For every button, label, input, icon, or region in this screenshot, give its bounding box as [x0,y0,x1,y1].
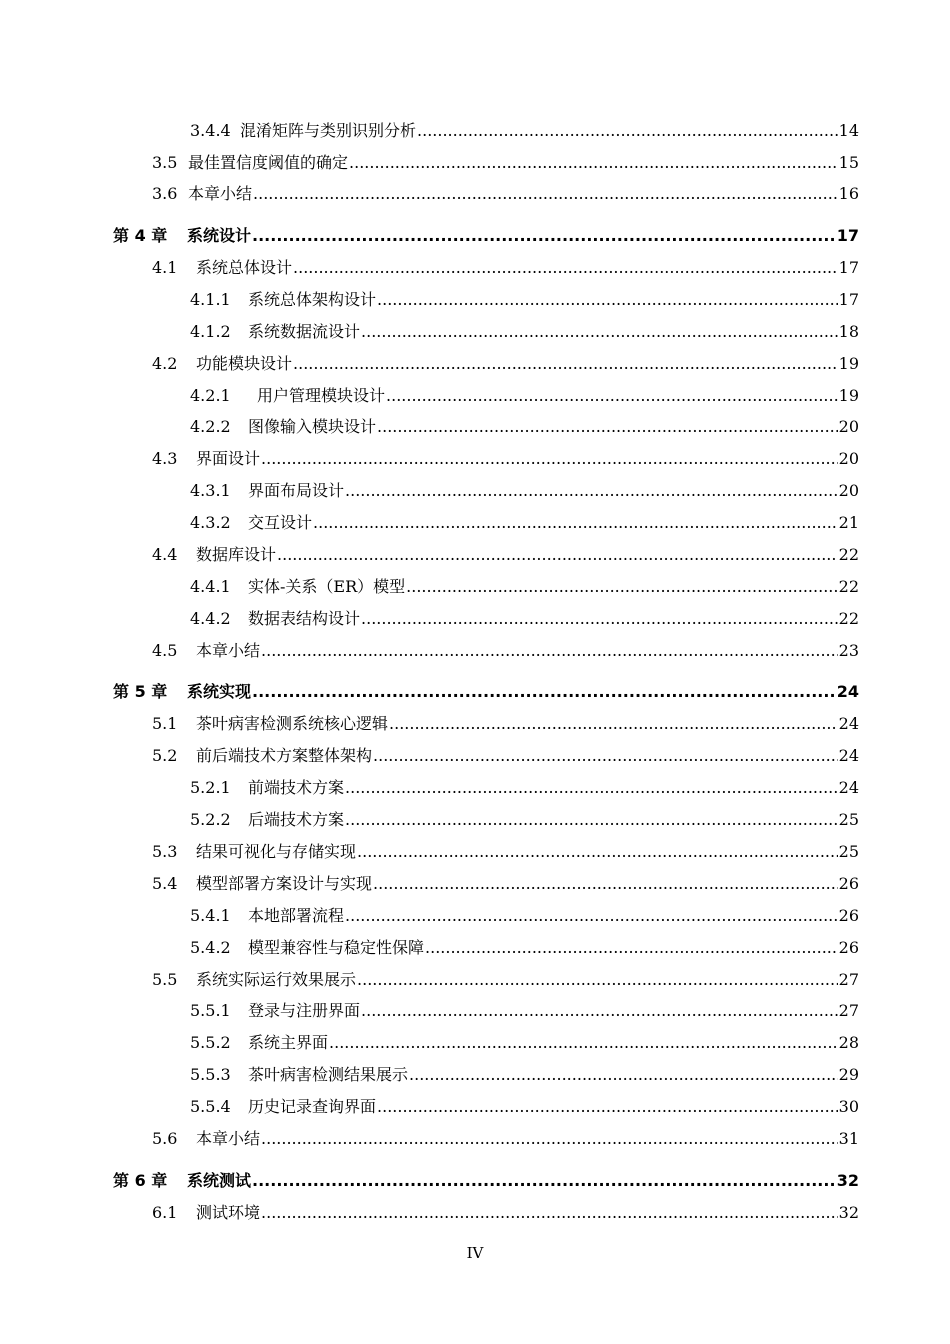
toc-number: 5.3 [152,842,178,861]
toc-title: 功能模块设计 [196,354,293,373]
toc-page-number: 31 [838,1129,859,1148]
toc-entry[interactable] [152,350,859,378]
dot-leader [349,149,838,177]
toc-page-number: 28 [838,1033,859,1052]
dot-leader [261,637,838,665]
toc-entry[interactable] [190,1093,859,1121]
toc-number: 5.5.2 [190,1033,231,1052]
toc-number: 4.1.1 [190,290,231,309]
dot-leader [357,966,838,994]
toc-page-number: 32 [836,1171,859,1190]
dot-leader [361,997,838,1025]
toc-page-number: 25 [838,842,859,861]
toc-title: 本章小结 [196,1129,261,1148]
dot-leader [252,678,836,706]
toc-number: 4.2.1 [190,386,231,405]
dot-leader [361,605,838,633]
toc-title: 后端技术方案 [248,810,345,829]
toc-title: 交互设计 [248,513,313,532]
toc-entry[interactable] [152,966,859,994]
toc-number: 5.4.1 [190,906,231,925]
toc-title: 前后端技术方案整体架构 [196,746,373,765]
dot-leader [409,1061,838,1089]
toc-number: 4.3 [152,449,178,468]
dot-leader [406,573,838,601]
dot-leader [261,1199,838,1227]
toc-entry[interactable] [190,774,859,802]
toc-title: 系统实现 [187,682,252,701]
toc-title: 本地部署流程 [248,906,345,925]
toc-number: 3.6 [152,184,178,203]
toc-chapter-entry[interactable] [113,678,859,706]
toc-entry[interactable] [190,605,859,633]
toc-number: 4.2 [152,354,178,373]
toc-title: 结果可视化与存储实现 [196,842,357,861]
toc-entry[interactable] [152,1125,859,1153]
toc-number: 5.2.1 [190,778,231,797]
dot-leader [389,710,838,738]
dot-leader [345,902,838,930]
toc-page-number: 22 [838,577,859,596]
dot-leader [386,382,838,410]
dot-leader [373,742,838,770]
dot-leader [377,286,838,314]
toc-page-number: 14 [838,121,859,140]
toc-page-number: 20 [838,417,859,436]
toc-chapter-entry[interactable] [113,1167,859,1195]
toc-title: 历史记录查询界面 [248,1097,377,1116]
toc-title: 实体-关系（ER）模型 [248,577,406,596]
toc-number: 5.5.4 [190,1097,231,1116]
toc-page-number: 20 [838,449,859,468]
toc-title: 系统总体架构设计 [248,290,377,309]
toc-page-number: 29 [838,1065,859,1084]
toc-title: 系统主界面 [248,1033,329,1052]
toc-entry[interactable] [190,806,859,834]
toc-page-number: 26 [838,906,859,925]
toc-title: 登录与注册界面 [248,1001,361,1020]
toc-entry[interactable] [152,742,859,770]
toc-number: 4.1 [152,258,178,277]
toc-chapter-entry[interactable] [113,222,859,250]
toc-title: 界面设计 [196,449,261,468]
toc-page-number: 19 [838,386,859,405]
dot-leader [345,774,838,802]
toc-page-number: 16 [838,184,859,203]
dot-leader [345,806,838,834]
toc-number: 4.4.1 [190,577,231,596]
toc-title: 数据库设计 [196,545,277,564]
toc-page-number: 24 [838,746,859,765]
toc-number: 5.1 [152,714,178,733]
toc-page-number: 17 [836,226,859,245]
dot-leader [253,180,838,208]
toc-title: 模型兼容性与稳定性保障 [248,938,425,957]
toc-chapter-number: 第 4 章 [113,226,168,245]
toc-title: 前端技术方案 [248,778,345,797]
dot-leader [373,870,838,898]
toc-number: 4.4 [152,545,178,564]
toc-title: 用户管理模块设计 [257,386,386,405]
toc-number: 4.4.2 [190,609,231,628]
dot-leader [417,117,838,145]
toc-title: 系统测试 [187,1171,252,1190]
dot-leader [329,1029,838,1057]
toc-title: 最佳置信度阈值的确定 [188,153,349,172]
toc-number: 5.5.3 [190,1065,231,1084]
dot-leader [377,413,838,441]
toc-entry[interactable] [190,902,859,930]
toc-title: 系统总体设计 [196,258,293,277]
toc-page-number: 17 [838,290,859,309]
toc-number: 5.2.2 [190,810,231,829]
dot-leader [277,541,838,569]
toc-page-number: 24 [836,682,859,701]
toc-title: 系统实际运行效果展示 [196,970,357,989]
toc-title: 混淆矩阵与类别识别分析 [240,121,417,140]
dot-leader [261,445,838,473]
toc-entry[interactable] [190,477,859,505]
toc-page-number: 18 [838,322,859,341]
toc-entry[interactable] [152,838,859,866]
toc-page-number: 19 [838,354,859,373]
toc-number: 4.3.1 [190,481,231,500]
toc-title: 茶叶病害检测系统核心逻辑 [196,714,389,733]
toc-number: 5.5 [152,970,178,989]
toc-entry[interactable] [190,509,859,537]
toc-page-number: 20 [838,481,859,500]
toc-page-number: 15 [838,153,859,172]
toc-number: 5.5.1 [190,1001,231,1020]
dot-leader [345,477,838,505]
dot-leader [377,1093,838,1121]
page-footer-number: IV [466,1244,484,1262]
toc-entry[interactable] [190,1061,859,1089]
toc-title: 模型部署方案设计与实现 [196,874,373,893]
toc-entry[interactable] [152,149,859,177]
toc-page-number: 23 [838,641,859,660]
toc-page-number: 24 [838,714,859,733]
toc-entry[interactable] [190,286,859,314]
toc-number: 4.3.2 [190,513,231,532]
toc-entry[interactable] [190,573,859,601]
toc-entry[interactable] [152,445,859,473]
toc-number: 5.4.2 [190,938,231,957]
toc-title: 数据表结构设计 [248,609,361,628]
toc-entry[interactable] [190,934,859,962]
dot-leader [313,509,838,537]
toc-title: 测试环境 [196,1203,261,1222]
toc-page-number: 21 [838,513,859,532]
toc-chapter-number: 第 5 章 [113,682,168,701]
toc-number: 3.4.4 [190,121,231,140]
dot-leader [357,838,838,866]
toc-chapter-number: 第 6 章 [113,1171,168,1190]
toc-number: 4.1.2 [190,322,231,341]
toc-page-number: 32 [838,1203,859,1222]
toc-page-number: 25 [838,810,859,829]
toc-entry[interactable] [152,180,859,208]
toc-entry[interactable] [190,382,859,410]
toc-page-number: 24 [838,778,859,797]
toc-page-number: 26 [838,938,859,957]
toc-title: 本章小结 [196,641,261,660]
dot-leader [293,350,838,378]
toc-title: 系统数据流设计 [248,322,361,341]
toc-title: 图像输入模块设计 [248,417,377,436]
toc-entry[interactable] [190,318,859,346]
toc-entry[interactable] [152,637,859,665]
toc-title: 界面布局设计 [248,481,345,500]
toc-entry[interactable] [190,1029,859,1057]
toc-page-number: 30 [838,1097,859,1116]
toc-title: 茶叶病害检测结果展示 [248,1065,409,1084]
dot-leader [425,934,838,962]
dot-leader [293,254,838,282]
dot-leader [252,1167,836,1195]
toc-number: 3.5 [152,153,178,172]
toc-page-number: 26 [838,874,859,893]
toc-entry[interactable] [152,1199,859,1227]
toc-number: 4.2.2 [190,417,231,436]
toc-page-number: 22 [838,545,859,564]
toc-title: 系统设计 [187,226,252,245]
toc-entry[interactable] [152,541,859,569]
toc-number: 6.1 [152,1203,178,1222]
dot-leader [252,222,836,250]
toc-number: 4.5 [152,641,178,660]
toc-page-number: 17 [838,258,859,277]
toc-title: 本章小结 [188,184,253,203]
toc-number: 5.6 [152,1129,178,1148]
toc-page-number: 27 [838,1001,859,1020]
toc-number: 5.4 [152,874,178,893]
toc-entry[interactable] [152,870,859,898]
dot-leader [361,318,838,346]
toc-entry[interactable] [152,710,859,738]
toc-page-number: 27 [838,970,859,989]
toc-page-number: 22 [838,609,859,628]
toc-entry[interactable] [152,254,859,282]
toc-entry[interactable] [190,413,859,441]
toc-entry[interactable] [190,117,859,145]
dot-leader [261,1125,838,1153]
toc-entry[interactable] [190,997,859,1025]
toc-number: 5.2 [152,746,178,765]
